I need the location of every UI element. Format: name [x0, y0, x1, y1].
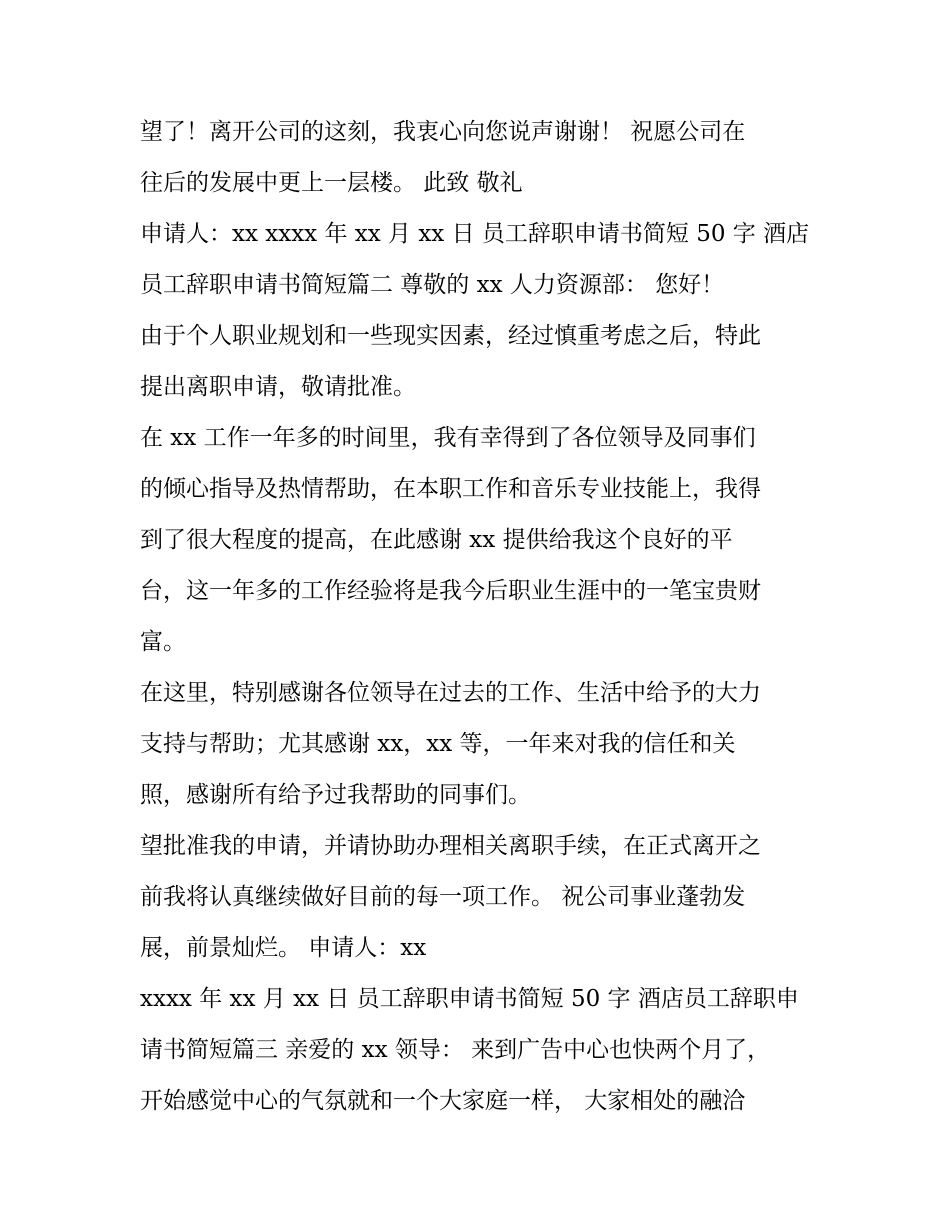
text-line: 申请人：xx xxxx 年 xx 月 xx 日 员工辞职申请书简短 50 字 酒店	[140, 221, 810, 247]
text-line: 富。	[140, 629, 186, 655]
text-line: xxxx 年 xx 月 xx 日 员工辞职申请书简短 50 字 酒店员工辞职申	[140, 986, 799, 1012]
text-line: 到了很大程度的提高，在此感谢 xx 提供给我这个良好的平	[140, 527, 733, 553]
text-line: 望了！离开公司的这刻，我衷心向您说声谢谢！ 祝愿公司在	[140, 119, 746, 145]
text-line: 提出离职申请，敬请批准。	[140, 374, 416, 400]
text-line: 的倾心指导及热情帮助，在本职工作和音乐专业技能上，我得	[140, 476, 761, 502]
text-line: 往后的发展中更上一层楼。 此致 敬礼	[140, 170, 523, 196]
text-line: 请书简短篇三 亲爱的 xx 领导： 来到广告中心也快两个月了，	[140, 1037, 771, 1063]
text-line: 望批准我的申请，并请协助办理相关离职手续，在正式离开之	[140, 833, 761, 859]
text-line: 支持与帮助；尤其感谢 xx，xx 等，一年来对我的信任和关	[140, 731, 736, 757]
text-line: 台，这一年多的工作经验将是我今后职业生涯中的一笔宝贵财	[140, 578, 761, 604]
text-line: 在这里，特别感谢各位领导在过去的工作、生活中给予的大力	[140, 680, 761, 706]
text-line: 开始感觉中心的气氛就和一个大家庭一样， 大家相处的融洽	[140, 1088, 746, 1114]
text-line: 员工辞职申请书简短篇二 尊敬的 xx 人力资源部： 您好！	[140, 272, 725, 298]
text-line: 前我将认真继续做好目前的每一项工作。 祝公司事业蓬勃发	[140, 884, 746, 910]
text-line: 展，前景灿烂。 申请人：xx	[140, 935, 427, 961]
text-line: 照，感谢所有给予过我帮助的同事们。	[140, 782, 531, 808]
text-line: 由于个人职业规划和一些现实因素，经过慎重考虑之后，特此	[140, 323, 761, 349]
text-line: 在 xx 工作一年多的时间里，我有幸得到了各位领导及同事们	[140, 425, 756, 451]
body-text	[140, 107, 820, 1127]
